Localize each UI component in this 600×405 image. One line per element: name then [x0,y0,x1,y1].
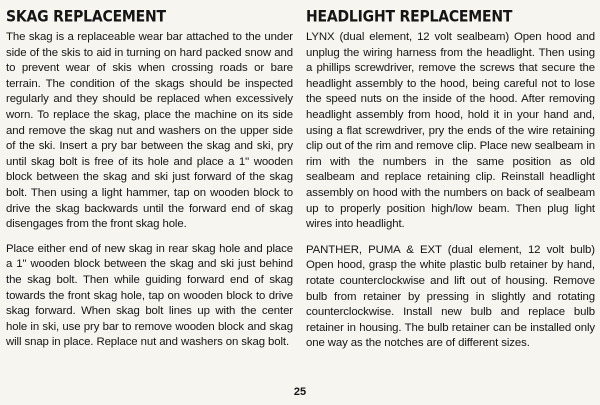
skag-paragraph-1: The skag is a replaceable wear bar attached to the under side of the skis to aid in turning on hard packed snow and to prevent wear of skis when crossing roads or bare terrain. The condition of the skags should be inspected regularly and they should be replaced when excessively worn. To replace the skag, place the machine on its side and remove the skag nut and washers on the upper side of the ski. Insert a pry bar between the skag and ski, pry until skag bolt is free of its hole and place a 1" wooden block between the skag and ski just forward of the skag bolt. Then using a light hammer, tap on wooden block to drive the skag backwards until the forward end of skag disengages from the front skag hole. [6,31,293,231]
skag-replacement-section [6,8,293,351]
page-number: 25 [293,386,307,398]
section-heading-headlight-replacement: HEADLIGHT REPLACEMENT [306,8,513,26]
skag-paragraph-2: Place either end of new skag in rear skag hole and place a 1" wooden block between the skag and ski just behind the skag bolt. Then while guiding forward end of skag towards the front skag hole, tap on wooden block to drive skag forward. When skag bolt lines up with the center hole in ski, use pry bar to remove wooden block and skag will snap in place. Replace nut and washers on skag bolt. [6,242,293,349]
headlight-paragraph-lynx: LYNX (dual element, 12 volt sealbeam) Open hood and unplug the wiring harness from the headlight. Then using a phillips screwdriver, remove the screws that secure the headlight assembly to the hood, being careful not to lose the speed nuts on the inside of the hood. After removing headlight assembly from hood, hold it in your hand and, using a flat screwdriver, pry the ends of the wire retaining clip out of the rim and remove clip. Place new sealbeam in rim with the numbers in the same position as old sealbeam and replace retaining clip. Reinstall headlight assembly on hood with the numbers on back of sealbeam up to properly position high/low beam. Then plug light wires into headlight. [306,31,595,231]
headlight-replacement-section [306,8,595,352]
section-heading-skag-replacement: SKAG REPLACEMENT [6,8,166,26]
headlight-paragraph-panther-puma-ext: PANTHER, PUMA & EXT (dual element, 12 volt bulb) Open hood, grasp the white plastic bulb retainer by hand, rotate counterclockwise and lift out of housing. Remove bulb from retainer by pressing in slightly and rotating counterclockwise. Install new bulb and replace bulb retainer in housing. The bulb retainer can be installed only one way as the notches are of different sizes. [306,243,595,350]
